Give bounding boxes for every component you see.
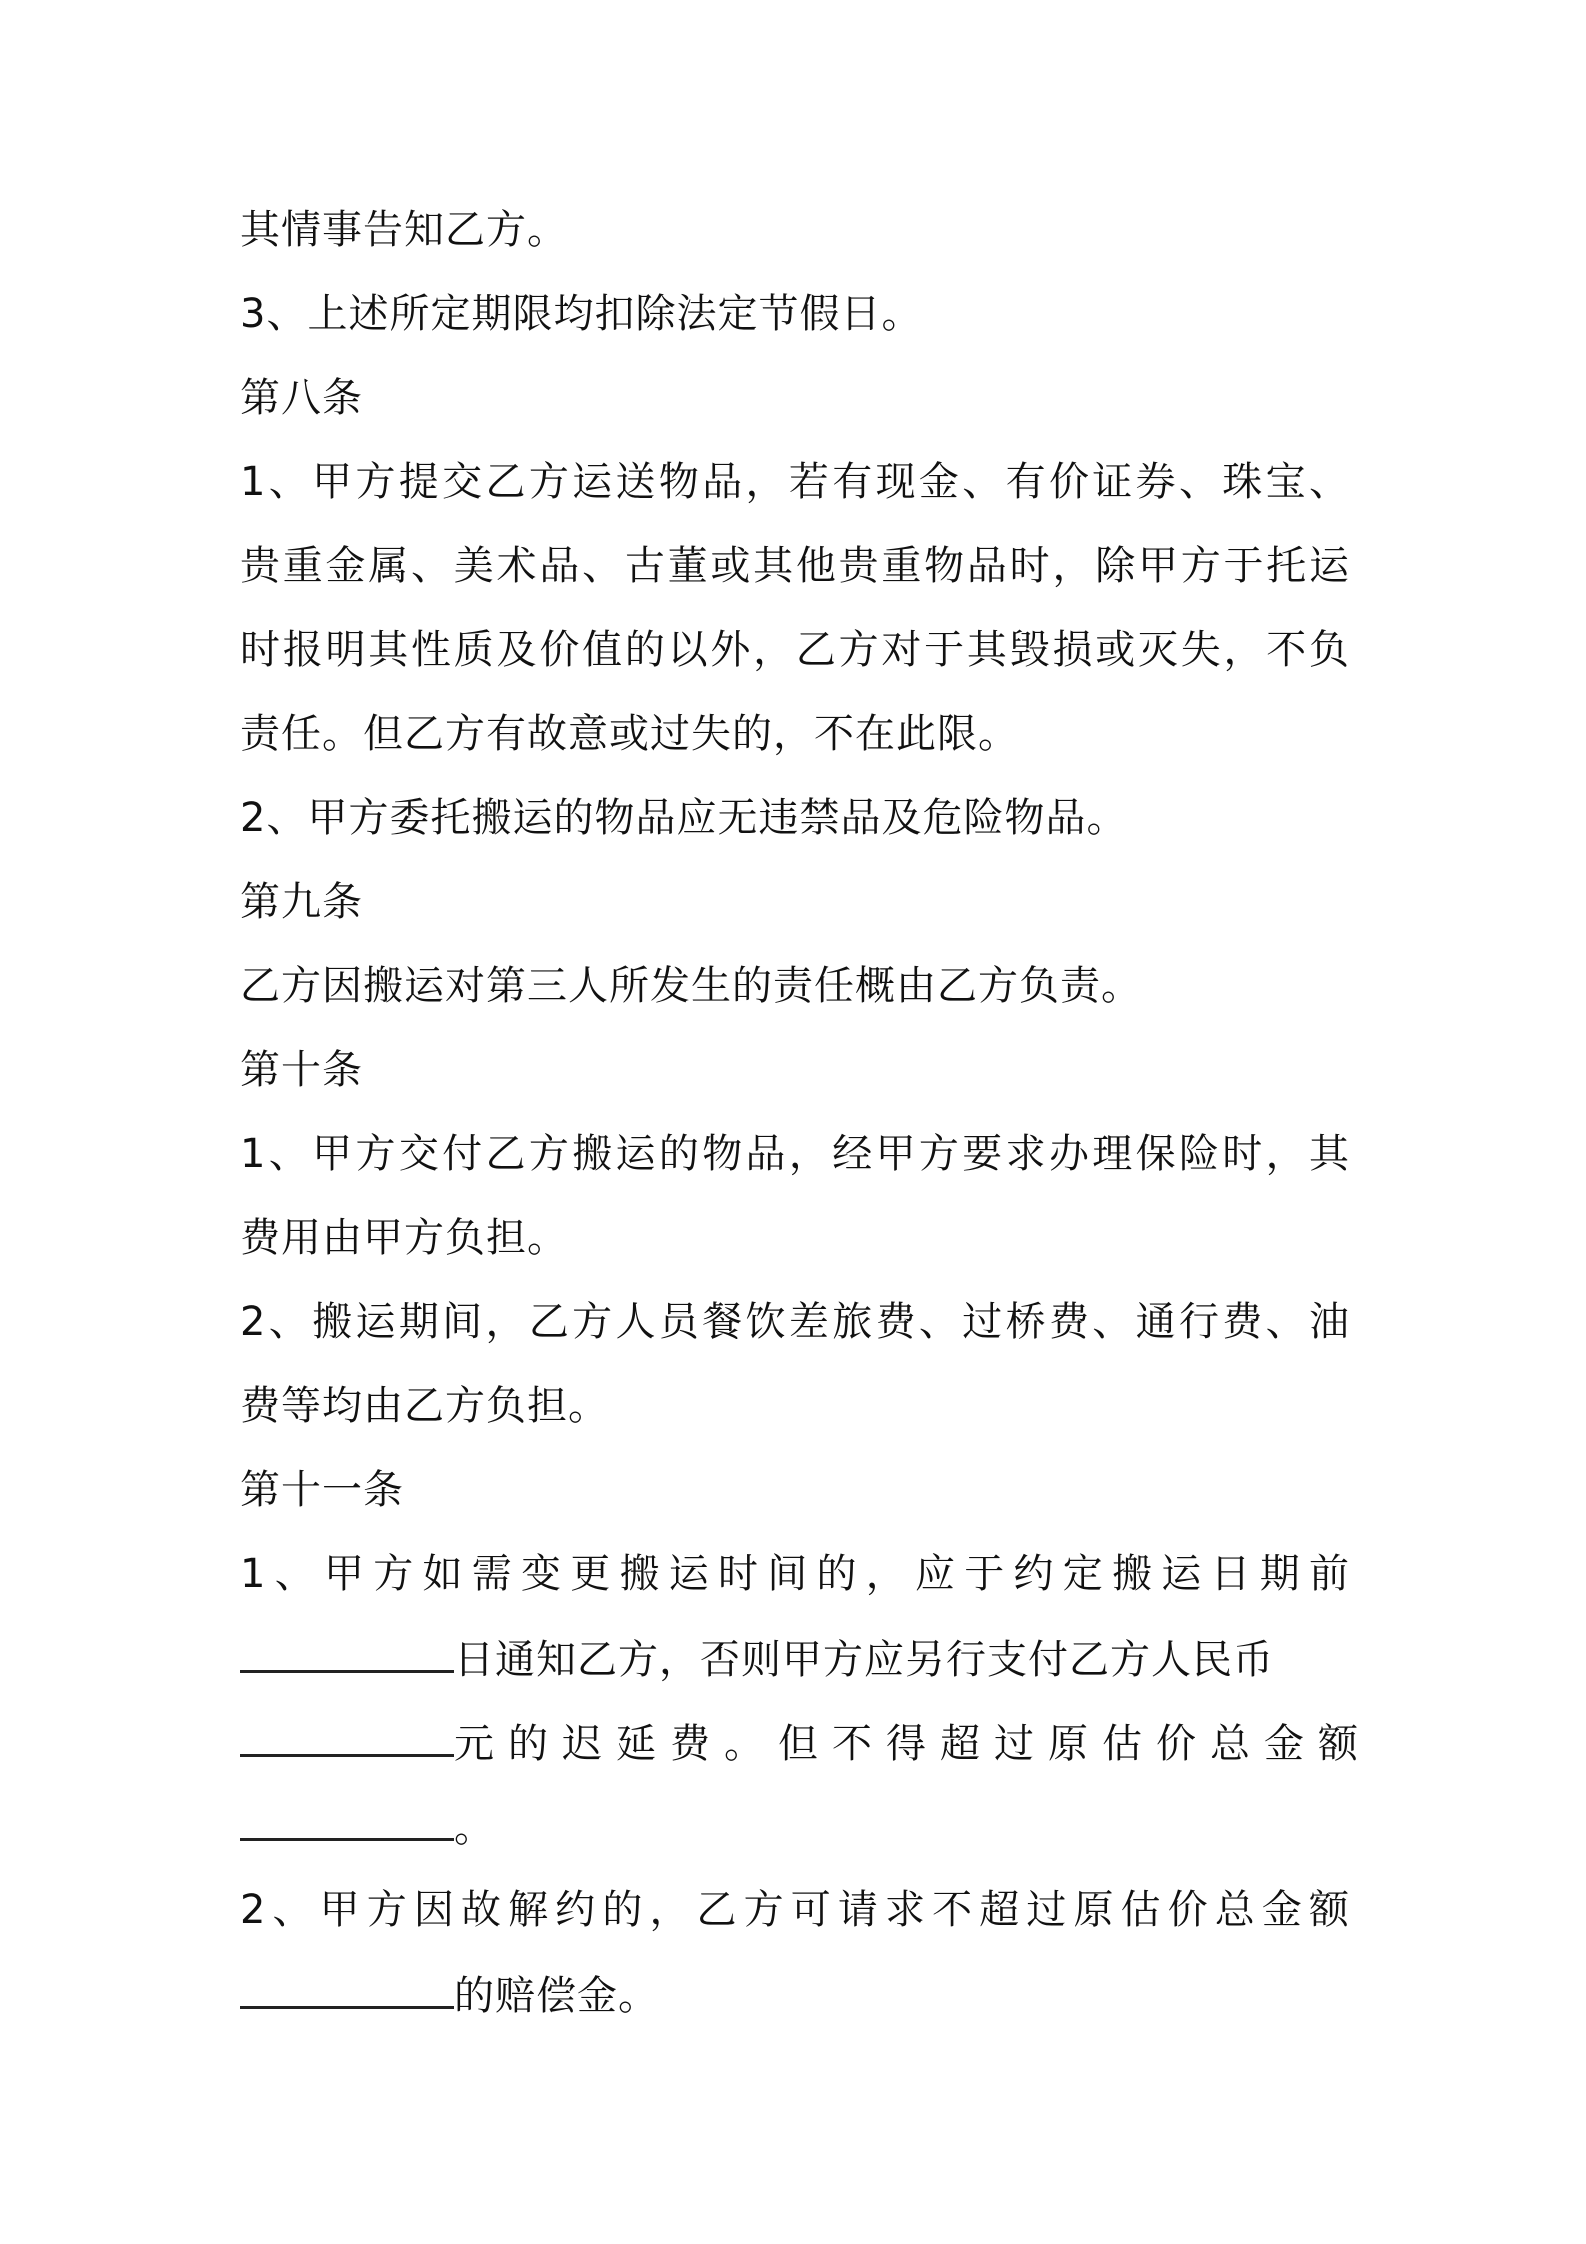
text-line: 贵重金属、美术品、古董或其他贵重物品时，除甲方于托运 <box>240 543 1350 589</box>
article-heading-10: 第十条 <box>240 1047 363 1093</box>
article-heading-8: 第八条 <box>240 375 363 421</box>
text-line-with-blank <box>240 1700 1372 1784</box>
text-line-with-blank <box>240 1952 1350 2036</box>
fill-in-blank <box>240 1952 454 2009</box>
text-line: 责任。但乙方有故意或过失的，不在此限。 <box>240 711 1019 757</box>
text-line: 1、甲方交付乙方搬运的物品，经甲方要求办理保险时，其 <box>240 1131 1350 1177</box>
article-heading-9: 第九条 <box>240 879 363 925</box>
text-line-with-blank <box>240 1616 1350 1700</box>
text-line: 费用由甲方负担。 <box>240 1215 568 1261</box>
text-line-with-blank <box>240 1784 1350 1868</box>
text-segment: 。 <box>454 1805 495 1851</box>
document-body <box>240 188 1372 2036</box>
text-segment: 元的迟延费。但不得超过原估价总金额 <box>454 1721 1372 1767</box>
text-line: 其情事告知乙方。 <box>240 207 568 253</box>
text-line: 2、搬运期间，乙方人员餐饮差旅费、过桥费、通行费、油 <box>240 1299 1350 1345</box>
text-line: 2、甲方因故解约的，乙方可请求不超过原估价总金额 <box>240 1887 1350 1933</box>
text-line: 费等均由乙方负担。 <box>240 1383 609 1429</box>
text-line: 2、甲方委托搬运的物品应无违禁品及危险物品。 <box>240 795 1128 841</box>
fill-in-blank <box>240 1784 454 1841</box>
fill-in-blank <box>240 1700 454 1757</box>
fill-in-blank <box>240 1616 454 1673</box>
text-line: 乙方因搬运对第三人所发生的责任概由乙方负责。 <box>240 963 1142 1009</box>
text-line: 时报明其性质及价值的以外，乙方对于其毁损或灭失，不负 <box>240 627 1350 673</box>
text-line: 1、甲方如需变更搬运时间的，应于约定搬运日期前 <box>240 1551 1350 1597</box>
text-segment: 的赔偿金。 <box>454 1973 659 2019</box>
text-line: 3、上述所定期限均扣除法定节假日。 <box>240 291 923 337</box>
article-heading-11: 第十一条 <box>240 1467 404 1513</box>
text-line: 1、甲方提交乙方运送物品，若有现金、有价证券、珠宝、 <box>240 459 1350 505</box>
text-segment: 日通知乙方，否则甲方应另行支付乙方人民币 <box>454 1637 1274 1683</box>
